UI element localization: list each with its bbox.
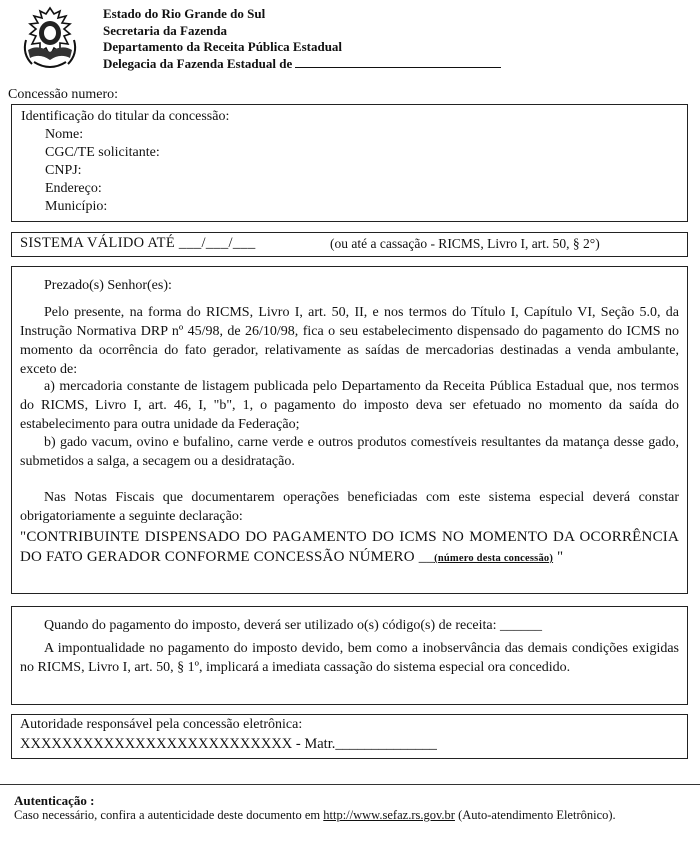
document-header <box>103 6 501 72</box>
state-coat-of-arms-icon <box>20 6 80 74</box>
header-state: Estado do Rio Grande do Sul <box>103 6 266 21</box>
holder-box-title: Identificação do titular da concessão: <box>21 109 230 124</box>
payment-lateness-paragraph: A impontualidade no pagamento do imposto devido, bem como a inobservância das demais condições exigidas no RICMS, Livro I, art. 50, § 1º, implicará a imediata cassação do sistema especial ora concedido. <box>20 641 679 675</box>
field-cnpj: CNPJ: <box>45 163 82 178</box>
holder-identification-box <box>11 104 688 222</box>
header-secretariat: Secretaria da Fazenda <box>103 22 227 38</box>
declaration-number-note: (número desta concessão) <box>434 553 554 564</box>
letter-greeting: Prezado(s) Senhor(es): <box>44 278 172 293</box>
header-delegacy-label: Delegacia da Fazenda Estadual de <box>103 55 293 71</box>
validity-label: SISTEMA VÁLIDO ATÉ ___/___/___ <box>20 235 256 251</box>
field-address: Endereço: <box>45 181 102 196</box>
authentication-text <box>14 808 688 823</box>
authority-label: Autoridade responsável pela concessão eletrônica: <box>20 717 303 732</box>
authority-name: XXXXXXXXXXXXXXXXXXXXXXXXXX - Matr.______________ <box>20 736 437 752</box>
field-municipality: Município: <box>45 199 108 214</box>
declaration-text: "CONTRIBUINTE DISPENSADO DO PAGAMENTO DO ICMS NO MOMENTO DA OCORRÊNCIA DO FATO GERADOR CONFORME CONCESSÃO NÚMERO __ <box>20 529 679 565</box>
letter-paragraph-2: a) mercadoria constante de listagem publicada pelo Departamento da Receita Pública Estadual que, nos termos do RICMS, Livro I, art. 46, I, "b", 1, o pagamento do imposto deva ser efetuado no momento da saída do estabelecimento para outra unidade da Federação; <box>20 379 679 432</box>
sefaz-link[interactable]: http://www.sefaz.rs.gov.br <box>323 808 455 822</box>
validity-note: (ou até a cassação - RICMS, Livro I, art. 50, § 2°) <box>330 236 600 251</box>
letter-paragraph-3: b) gado vacum, ovino e bufalino, carne verde e outros produtos comestíveis resultantes da matança desse gado, submetidos a salga, a secagem ou a desidratação. <box>20 435 679 469</box>
authentication-instruction-end: (Auto-atendimento Eletrônico). <box>458 808 616 822</box>
letter-paragraph-4: Nas Notas Fiscais que documentarem operações beneficiadas com este sistema especial deverá constar obrigatoriamente a seguinte declaração: <box>20 490 679 524</box>
authority-box <box>11 714 688 759</box>
authentication-instruction: Caso necessário, confira a autenticidade deste documento em <box>14 808 321 822</box>
letter-box <box>11 266 688 594</box>
payment-code-paragraph: Quando do pagamento do imposto, deverá ser utilizado o(s) código(s) de receita: ______ <box>44 618 543 633</box>
field-name: Nome: <box>45 127 84 142</box>
concession-number-label: Concessão numero: <box>8 87 119 102</box>
letter-paragraph-1: Pelo presente, na forma do RICMS, Livro I, art. 50, II, e nos termos do Título I, Capítulo VI, Seção 5.0, da Instrução Normativa DRP nº 45/98, de 26/10/98, fica o seu estabelecimento dispensado do pagamento do ICMS no momento da ocorrência do fato gerador, relativamente as saídas de mercadorias destinadas a venda ambulante, exceto de: <box>20 305 679 377</box>
validity-box <box>11 232 688 257</box>
authentication-title: Autenticação : <box>14 793 95 808</box>
nf-declaration <box>20 527 679 569</box>
footer-divider <box>0 784 700 785</box>
header-department: Departamento da Receita Pública Estadual <box>103 39 343 54</box>
declaration-closing-quote: " <box>557 549 564 565</box>
header-delegacy <box>103 56 501 73</box>
payment-box <box>11 606 688 705</box>
field-cgc-te: CGC/TE solicitante: <box>45 145 160 160</box>
delegacy-blank-line <box>295 56 501 68</box>
